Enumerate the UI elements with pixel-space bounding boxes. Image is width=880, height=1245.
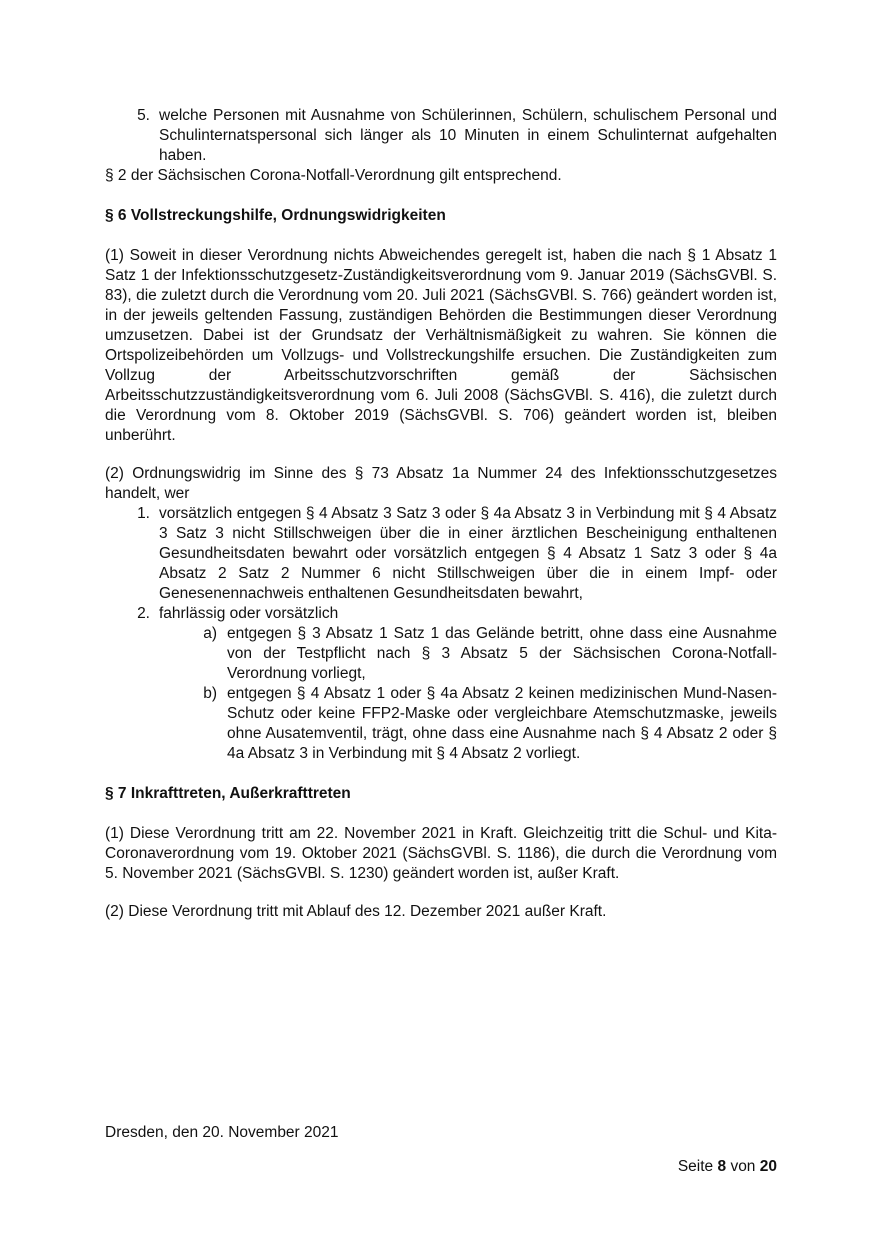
list-text: vorsätzlich entgegen § 4 Absatz 3 Satz 3 oder § 4a Absatz 3 in Verbindung mit § 4 Absatz 3 Satz 3 nicht Stillschweigen über die in einer ärztlichen Bescheinigung enthaltenen Gesundheitsdaten bewahrt oder vorsätzlich entgegen § 4 Absatz 1 Satz 3 oder § 4a Absatz 2 Satz 2 Nummer 6 nicht Stillschweigen über die in einem Impf- oder Genesenennachweis enthaltenen Gesundheitsdaten bewahrt, [159,505,777,602]
section-7-paragraph-1: (1) Diese Verordnung tritt am 22. November 2021 in Kraft. Gleichzeitig tritt die Schul- und Kita-Coronaverordnung vom 19. Oktober 2021 (SächsGVBl. S. 1186), die durch die Verordnung vom 5. November 2021 (SächsGVBl. S. 1230) geändert worden ist, außer Kraft. [105,825,777,882]
page-number [678,1157,777,1177]
list-item-5 [105,106,777,166]
list-text: welche Personen mit Ausnahme von Schülerinnen, Schülern, schulischem Personal und Schulinternatspersonal sich länger als 10 Minuten in einem Schulinternat aufgehalten haben. [159,107,777,164]
total-pages: 20 [759,1158,777,1175]
sublist-text: entgegen § 3 Absatz 1 Satz 1 das Gelände betritt, ohne dass eine Ausnahme von der Testpflicht nach § 3 Absatz 5 der Sächsischen Corona-Notfall-Verordnung vorliegt, [227,625,777,682]
sublist-item-b [105,684,777,764]
list-text: fahrlässig oder vorsätzlich [159,605,339,622]
section-6-paragraph-1: (1) Soweit in dieser Verordnung nichts Abweichendes geregelt ist, haben die nach § 1 Absatz 1 Satz 1 der Infektionsschutzgesetz-Zuständigkeitsverordnung vom 9. Januar 2019 (SächsGVBl. S. 83), die zuletzt durch die Verordnung vom 20. Juli 2021 (SächsGVBl. S. 766) geändert worden ist, in der jeweils geltenden Fassung, zuständigen Behörden die Bestimmungen dieser Verordnung umzusetzen. Dabei ist der Grundsatz der Verhältnismäßigkeit zu wahren. Sie können die Ortspolizeibehörden um Vollzugs- und Vollstreckungshilfe ersuchen. Die Zuständigkeiten zum Vollzug der Arbeitsschutzvorschriften gemäß der Sächsischen Arbeitsschutzzuständigkeitsverordnung vom 6. Juli 2008 (SächsGVBl. S. 416), die zuletzt durch die Verordnung vom 8. Oktober 2019 (SächsGVBl. S. 706) geändert worden ist, bleiben unberührt. [105,247,777,444]
section-6-paragraph-2: (2) Ordnungswidrig im Sinne des § 73 Absatz 1a Nummer 24 des Infektionsschutzgesetzes handelt, wer [105,465,777,502]
sublist-letter: a) [203,625,217,642]
page-prefix: Seite [677,1158,714,1175]
place-date: Dresden, den 20. November 2021 [105,1124,339,1141]
list-number: 5. [137,107,150,124]
reference-paragraph: § 2 der Sächsischen Corona-Notfall-Verordnung gilt entsprechend. [105,167,562,184]
sublist-letter: b) [203,685,217,702]
list-item-2 [105,604,777,624]
document-page [105,106,777,922]
list-number: 1. [137,505,150,522]
list-item-1 [105,504,777,604]
list-number: 2. [137,605,150,622]
sublist-item-a [105,624,777,684]
current-page: 8 [717,1158,727,1175]
section-6-heading: § 6 Vollstreckungshilfe, Ordnungswidrigkeiten [105,207,446,224]
sublist-text: entgegen § 4 Absatz 1 oder § 4a Absatz 2 keinen medizinischen Mund-Nasen-Schutz oder keine FFP2-Maske oder vergleichbare Atemschutzmaske, jeweils ohne Ausatemventil, trägt, ohne dass eine Ausnahme nach § 4 Absatz 2 oder § 4a Absatz 3 in Verbindung mit § 4 Absatz 2 vorliegt. [227,685,777,762]
section-7-paragraph-2: (2) Diese Verordnung tritt mit Ablauf des 12. Dezember 2021 außer Kraft. [105,903,607,920]
page-middle: von [730,1158,756,1175]
section-7-heading: § 7 Inkrafttreten, Außerkrafttreten [105,785,351,802]
